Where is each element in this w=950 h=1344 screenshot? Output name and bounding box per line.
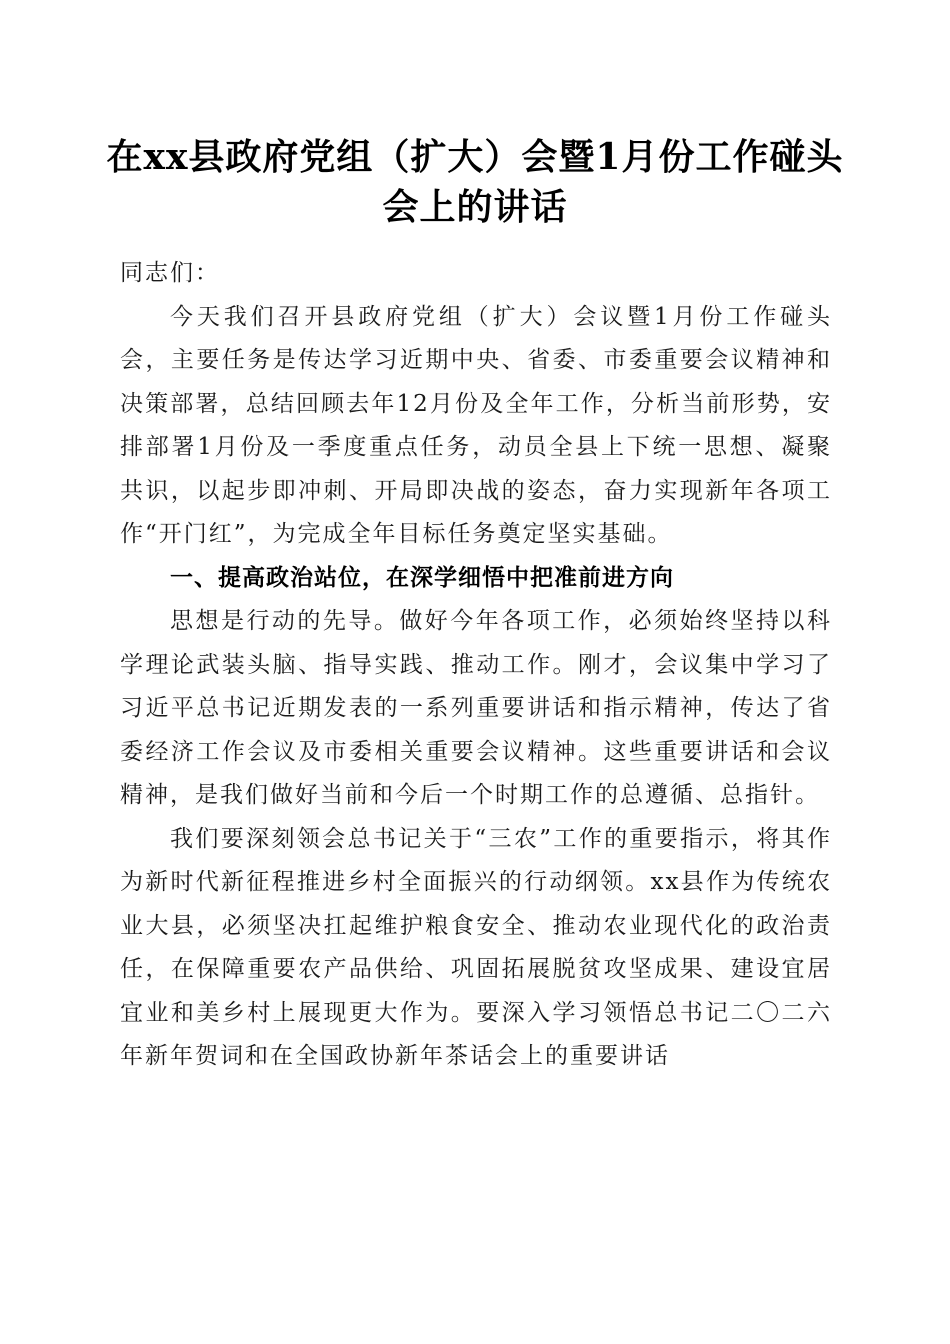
paragraph-thought-guidance: 思想是行动的先导。做好今年各项工作，必须始终坚持以科学理论武装头脑、指导实践、推动工作。刚才，会议集中学习了习近平总书记近期发表的一系列重要讲话和指示精神，传达了省委经济工作会议及市委相关重要会议精神。这些重要讲话和会议精神，是我们做好当前和今后一个时期工作的总遵循、总指针。 bbox=[120, 608, 832, 808]
section-heading-1: 一、提高政治站位，在深学细悟中把准前进方向 bbox=[170, 564, 674, 591]
salutation: 同志们： bbox=[120, 260, 220, 286]
document-body bbox=[120, 252, 832, 1079]
paragraph-intro: 今天我们召开县政府党组（扩大）会议暨1月份工作碰头会，主要任务是传达学习近期中央、省委、市委重要会议精神和决策部署，总结回顾去年12月份及全年工作，分析当前形势，安排部署1月份及一季度重点任务，动员全县上下统一思想、凝聚共识，以起步即冲刺、开局即决战的姿态，奋力实现新年各项工作“开门红”，为完成全年目标任务奠定坚实基础。 bbox=[120, 303, 832, 547]
document-title: 在xx县政府党组（扩大）会暨1月份工作碰头会上的讲话 bbox=[106, 136, 844, 228]
paragraph-agriculture: 我们要深刻领会总书记关于“三农”工作的重要指示，将其作为新时代新征程推进乡村全面振兴的行动纲领。xx县作为传统农业大县，必须坚决扛起维护粮食安全、推动农业现代化的政治责任，在保障重要农产品供给、巩固拓展脱贫攻坚成果、建设宜居宜业和美乡村上展现更大作为。要深入学习领悟总书记二〇二六年新年贺词和在全国政协新年茶话会上的重要讲话 bbox=[120, 825, 832, 1069]
